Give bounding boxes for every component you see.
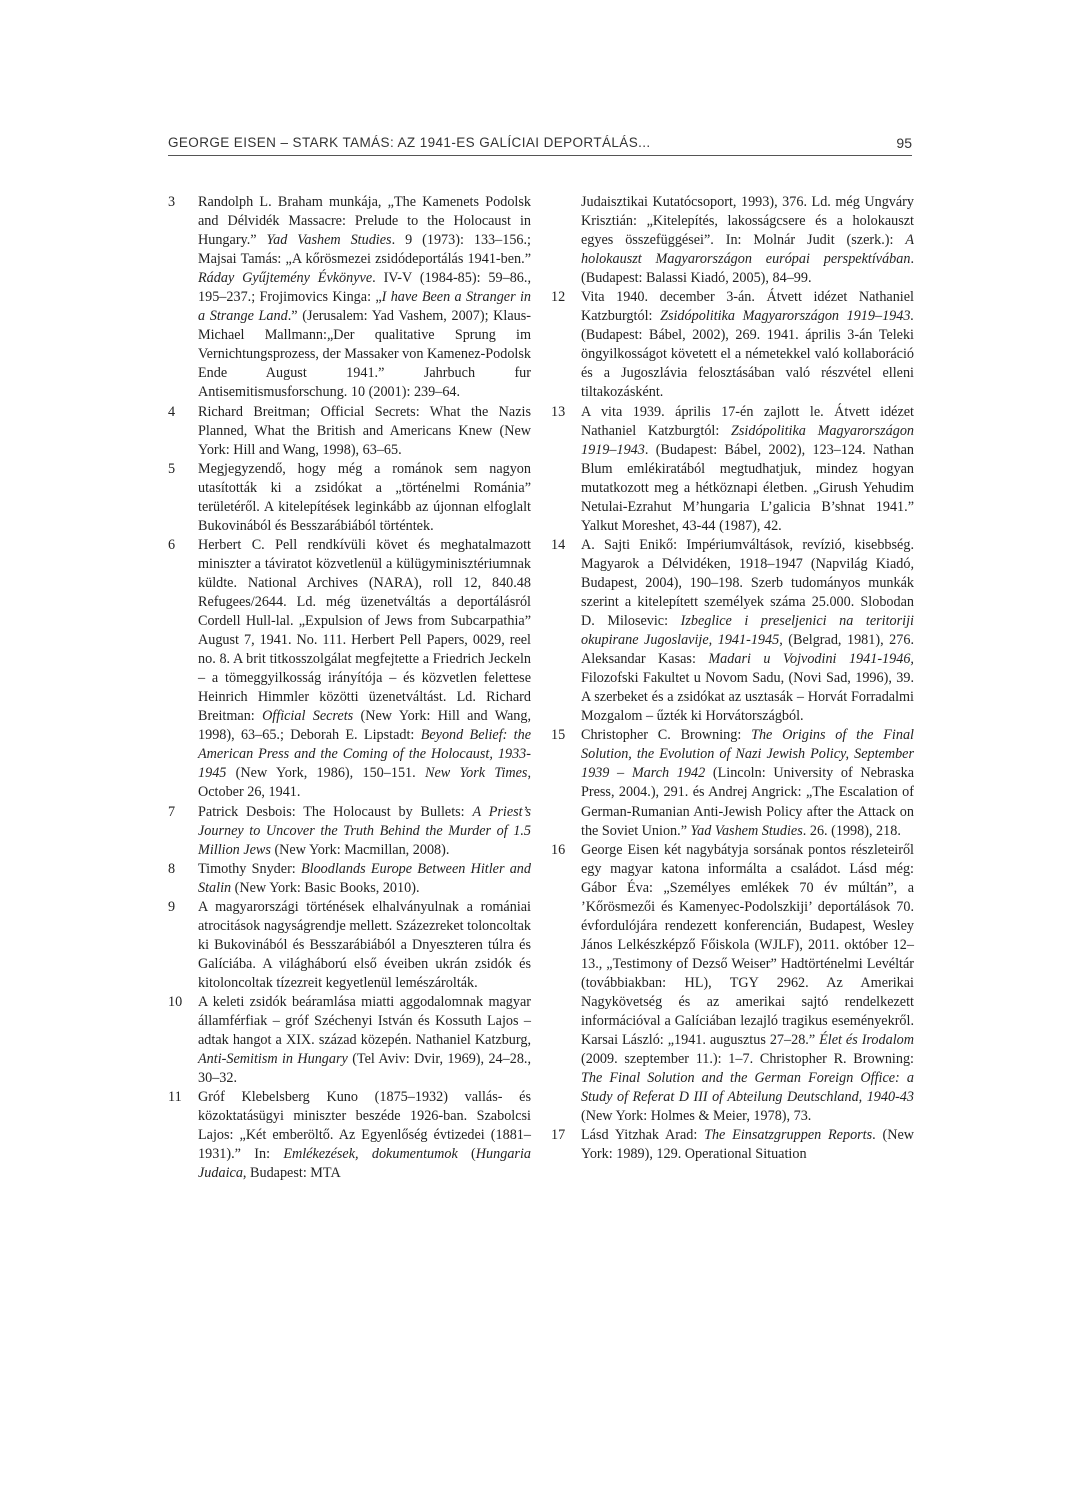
footnote-italic-text: Ráday Gyűjtemény Évkönyve	[198, 270, 373, 287]
footnote-number: 10	[168, 993, 183, 1010]
footnote-text: . (New York: 1989), 129. Operational Situation	[581, 1127, 915, 1163]
footnote	[551, 726, 914, 840]
footnote	[551, 288, 914, 402]
footnote-italic-text: Zsidópolitika Magyarországon 1919–1943.	[660, 308, 915, 325]
footnote	[168, 403, 531, 460]
footnote-number: 4	[168, 403, 176, 420]
footnote-text: (Budapest: Bábel, 2002), 269. 1941. április 3-án Teleki öngyilkosságot követett el a németekkel való kollaboráció és a Jugoszlávia felosztásában való részvétel elleni tiltakozásként.	[581, 327, 914, 401]
footnote-italic-text: Hungaria Judaica	[198, 1146, 531, 1182]
footnote-number: 5	[168, 460, 176, 477]
footnote-text: (Lincoln: University of Nebraska Press, 2004.), 291. és Andrej Angrick: „The Escalation of German-Rumanian Anti-Jewish Policy after the Attack on the Soviet Union.”	[581, 765, 914, 839]
footnote-italic-text: Izbeglice i preseljenici na teritoriji okupirane Jugoslavije, 1941-1945,	[581, 613, 914, 649]
footnote-text: (Tel Aviv: Dvir, 1969), 24–28., 30–32.	[198, 1051, 532, 1087]
footnote-number: 8	[168, 860, 176, 877]
footnote-text: (Belgrad, 1981), 276. Aleksandar Kasas:	[581, 632, 914, 668]
footnote	[168, 898, 531, 993]
footnote-text: A. Sajti Enikő: Impériumváltások, revízió, kisebbség. Magyarok a Délvidéken, 1918–1947 (Napvilág Kiadó, Budapest, 2004), 190–198. Szerb tudományos munkák szerint a kitelepített személyek száma 25.000. Slobodan D. Milosevic:	[581, 536, 914, 630]
footnote-text: (New York: Hill and Wang, 1998), 63–65.; Deborah E. Lipstadt:	[198, 708, 531, 744]
left-footnote-column	[168, 193, 531, 1183]
footnote-italic-text: Élet és Irodalom	[819, 1032, 914, 1049]
footnote-text: A magyarországi történések elhalványulnak a romániai atrocitások nagyságrendje mellett. Százezreket toloncoltak ki Bukovinából és Besszarábiából a Dnyeszteren túlra és Galíciába. A világháború első éveiben ukrán zsidók és kitoloncoltak tízezreit kegyetlenül lemészárolták.	[198, 898, 531, 991]
footnote-text: Christopher C. Browning:	[581, 727, 752, 744]
footnote-italic-text: Madari u Vojvodini 1941-1946,	[708, 651, 914, 668]
footnote-text: Patrick Desbois: The Holocaust by Bullets:	[198, 803, 473, 820]
footnote-italic-text: A Priest’s Journey to Uncover the Truth Behind the Murder of 1.5 Million Jews	[198, 803, 532, 858]
footnote-italic-text: Anti-Semitism in Hungary	[198, 1051, 348, 1068]
footnote-number: 14	[551, 536, 566, 553]
footnote	[168, 193, 531, 403]
footnote-text: Vita 1940. december 3-án. Átvett idézet Nathaniel Katzburgtól:	[581, 289, 914, 325]
footnote-text: . IV-V (1984-85): 59–86., 195–237.; Frojimovics Kinga: „	[198, 270, 531, 306]
footnote-italic-text: The Einsatzgruppen Reports	[704, 1127, 873, 1144]
footnote	[168, 536, 531, 803]
footnote-text: (New York, 1986), 150–151.	[226, 765, 426, 782]
footnote-italic-text: Zsidópolitika Magyarországon 1919–1943	[581, 422, 915, 458]
footnote-text: George Eisen két nagybátyja sorsának pontos részleteiről egy magyar katona informálta a családot. Lásd még: Gábor Éva: „Személyes emlékek 70 év múltán”, a ’Kőrösmezői és Kamenyec-Podolszkiji’ deportálások 70. évfordulójára rendezett konferencián, Budapest, Wesley János Lelkészképző Főiskola (WJLF), 2011. október 12–13., „Testimony of Dezső Weiser” Hadtörténelmi Levéltár (továbbiakban: HL), TGY 2962. Az Amerikai Nagykövetség és az amerikai sajtó rendelkezett információval a Galíciában lezajló tragikus eseményekről. Karsai László: „1941. augusztus 27–28.”	[581, 841, 914, 1049]
footnote-text: A vita 1939. április 17-én zajlott le. Átvett idézet Nathaniel Katzburgtól:	[581, 403, 914, 439]
footnote-text: (New York: Basic Books, 2010).	[231, 879, 420, 896]
footnote	[551, 403, 914, 536]
footnote	[168, 860, 531, 898]
running-header	[168, 133, 912, 156]
footnote-number: 9	[168, 898, 176, 915]
footnote	[168, 803, 531, 860]
footnote-number: 17	[551, 1127, 566, 1144]
footnote-number: 3	[168, 194, 176, 210]
footnote	[551, 841, 914, 1127]
footnote-text: Filozofski Fakultet u Novom Sadu, (Novi Sad, 1996), 39. A szerbeket és a zsidókat az usztasák – Horvát Forradalmi Mozgalom – űzték ki Horvátországból.	[581, 670, 914, 725]
footnote-text: Randolph L. Braham munkája, „The Kamenets Podolsk and Délvidék Massacre: Prelude to the Holocaust in Hungary.”	[198, 194, 531, 249]
footnote-text: .” (Jerusalem: Yad Vashem, 2007); Klaus-Michael Mallmann:„Der qualitative Sprung im Vernichtungsprozess, der Massaker von Kamenez-Podolsk Ende August 1941.” Jahrbuch fur Antisemitismusforschung. 10 (2001): 239–64.	[198, 308, 531, 401]
footnote-number: 15	[551, 727, 566, 744]
footnote-italic-text: Beyond Belief: the American Press and the Coming of the Holocaust, 1933-1945	[198, 727, 532, 782]
footnote-text: (New York: Holmes & Meier, 1978), 73.	[581, 1108, 812, 1125]
footnote-text: Judaisztikai Kutatócsoport, 1993), 376. Ld. még Ungváry Krisztián: „Kitelepítés, lakosságcsere és a holokauszt egyes összefüggései”. In: Molnár Judit (szerk.):	[581, 194, 914, 249]
footnote-number: 12	[551, 289, 566, 306]
footnote	[168, 460, 531, 536]
footnote-italic-text: I have Been a Stranger in a Strange Land	[198, 289, 531, 325]
footnote-italic-text: Bloodlands Europe Between Hitler and Stalin	[198, 860, 531, 896]
footnote-text: (2009. szeptember 11.): 1–7. Christopher R. Browning:	[581, 1051, 914, 1068]
footnote-number: 16	[551, 841, 566, 858]
footnote-text: Lásd Yitzhak Arad:	[581, 1127, 705, 1144]
footnote-text: (New York: Macmillan, 2008).	[270, 841, 450, 858]
footnote-text: Megjegyzendő, hogy még a románok sem nagyon utasították ki a zsidókat a „történelmi Románia” területéről. A kitelepítések leginkább az újonnan elfoglalt Bukovinából és Besszarábiából történtek.	[198, 460, 531, 534]
footnote	[551, 1126, 914, 1164]
page-number: 95	[896, 135, 912, 151]
footnote-italic-text: New York Times	[425, 765, 528, 782]
footnote	[551, 193, 914, 288]
right-footnote-column	[551, 193, 914, 1164]
footnote	[168, 993, 531, 1088]
footnote-text: . 26. (1998), 218.	[802, 822, 901, 839]
footnote-italic-text: The Origins of the Final Solution, the Evolution of Nazi Jewish Policy, September 1939 – March 1942	[581, 727, 914, 782]
footnote	[168, 1088, 531, 1183]
footnote-number: 7	[168, 803, 176, 820]
footnote-text: Timothy Snyder:	[198, 860, 301, 877]
footnote-text: . 9 (1973): 133–156.; Majsai Tamás: „A kőrösmezei zsidódeportálás 1941-ben.”	[198, 232, 531, 268]
footnote-text: . (Budapest: Balassi Kiadó, 2005), 84–99.	[581, 251, 914, 287]
footnote-number: 13	[551, 403, 566, 420]
footnote-italic-text: Yad Vashem Studies	[266, 232, 392, 249]
footnote-text: Herbert C. Pell rendkívüli követ és meghatalmazott miniszter a táviratot közvetlenül a külügyminisztériumnak küldte. National Archives (NARA), roll 12, 840.48 Refugees/2644. Ld. még üzenetváltás a deportálásról Cordell Hull-lal. „Expulsion of Jews from Subcarpathia” August 7, 1941. No. 111. Herbert Pell Papers, 0029, reel no. 8. A brit titkosszolgálat megfejtette a Friedrich Jeckeln – a tömeggyilkosság irányítója – és közvetlen felettese Heinrich Himmler közötti üzenetváltást. Ld. Richard Breitman:	[198, 536, 531, 725]
footnote-text: Gróf Klebelsberg Kuno (1875–1932) vallás- és közoktatásügyi miniszter beszéde 1926-ban. Szabolcsi Lajos: „Két emberöltő. Az Egyenlőség évtizedei (1881–1931).” In:	[198, 1089, 531, 1163]
footnote-text: (	[457, 1146, 476, 1163]
footnote-text: , Budapest: MTA	[242, 1165, 341, 1182]
footnote-text: , October 26, 1941.	[198, 765, 531, 801]
footnote-text: Richard Breitman; Official Secrets: What the Nazis Planned, What the British and Americans Knew (New York: Hill and Wang, 1998), 63–65.	[198, 403, 531, 458]
footnote-italic-text: The Final Solution and the German Foreign Office: a Study of Referat D III of Abteilung Deutschland, 1940-43	[581, 1070, 914, 1106]
footnote-number: 6	[168, 536, 176, 553]
footnote-number: 11	[168, 1089, 182, 1106]
footnote-italic-text: Official Secrets	[262, 708, 354, 725]
footnote-italic-text: Emlékezések, dokumentumok	[283, 1146, 458, 1163]
footnote-italic-text: A holokauszt Magyarországon európai perspektívában	[581, 232, 914, 268]
footnote	[551, 536, 914, 726]
footnote-text: A keleti zsidók beáramlása miatti aggodalomnak magyar államférfiak – gróf Széchenyi István és Kossuth Lajos – adtak hangot a XIX. század közepén. Nathaniel Katzburg,	[198, 993, 531, 1049]
footnote-italic-text: Yad Vashem Studies	[690, 822, 803, 839]
running-title: GEORGE EISEN – STARK TAMÁS: AZ 1941-ES GALÍCIAI DEPORTÁLÁS...	[168, 135, 651, 150]
footnote-text: . (Budapest: Bábel, 2002), 123–124. Nathan Blum emlékiratából megtudhatjuk, mindez hogyan mutatkozott meg a hétköznapi életben. „Girush Yehudim Netulai-Ezrahut M’hungaria L’galicia B’shnat 1941.” Yalkut Moreshet, 43-44 (1987), 42.	[581, 441, 914, 534]
